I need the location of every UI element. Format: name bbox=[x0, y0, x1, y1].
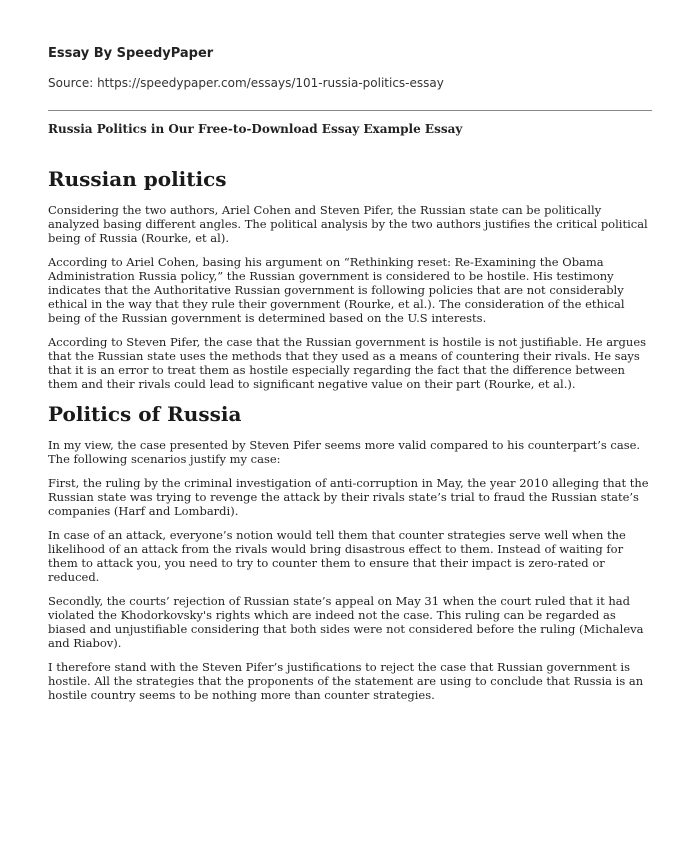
source-line: Source: https://speedypaper.com/essays/101-russia-politics-essay bbox=[48, 76, 444, 90]
essay-content bbox=[48, 166, 652, 712]
paragraph: According to Ariel Cohen, basing his argument on “Rethinking reset: Re-Examining the Obama Administration Russia policy,” the Russian government is considered to be hostile. His testimony indicates that the Authoritative Russian government is following policies that are not considerably ethical in the way that they rule their government (Rourke, et al.). The consideration of the ethical being of the Russian government is determined based on the U.S interests. bbox=[48, 255, 625, 325]
paragraph: In case of an attack, everyone’s notion would tell them that counter strategies serve well when the likelihood of an attack from the rivals would bring disastrous effect to them. Instead of waiting for them to attack you, you need to try to counter them to ensure that their impact is zero-rated or reduced. bbox=[48, 528, 626, 584]
header-divider bbox=[48, 110, 652, 111]
paragraph: Considering the two authors, Ariel Cohen and Steven Pifer, the Russian state can be politically analyzed basing different angles. The political analysis by the two authors justifies the critical political being of Russia (Rourke, et al). bbox=[48, 203, 648, 245]
section-heading-politics-of-russia: Politics of Russia bbox=[48, 402, 242, 426]
paragraph: First, the ruling by the criminal investigation of anti-corruption in May, the year 2010 alleging that the Russian state was trying to revenge the attack by their rivals state’s trial to fraud the Russian state’s companies (Harf and Lombardi). bbox=[48, 476, 649, 518]
section-heading-russian-politics: Russian politics bbox=[48, 167, 227, 191]
document-title: Russia Politics in Our Free-to-Download Essay Example Essay bbox=[48, 122, 463, 136]
paragraph: In my view, the case presented by Steven Pifer seems more valid compared to his counterpart’s case. The following scenarios justify my case: bbox=[48, 438, 641, 466]
paragraph: According to Steven Pifer, the case that the Russian government is hostile is not justifiable. He argues that the Russian state uses the methods that they used as a means of countering their rivals. He says that it is an error to treat them as hostile especially regarding the fact that the difference between them and their rivals could lead to significant negative value on their part (Rourke, et al.). bbox=[48, 335, 647, 391]
brand-title: Essay By SpeedyPaper bbox=[48, 46, 214, 61]
paragraph: I therefore stand with the Steven Pifer’s justifications to reject the case that Russian government is hostile. All the strategies that the proponents of the statement are using to conclude that Russia is an hostile country seems to be nothing more than counter strategies. bbox=[48, 660, 644, 702]
paragraph: Secondly, the courts’ rejection of Russian state’s appeal on May 31 when the court ruled that it had violated the Khodorkovsky's rights which are indeed not the case. This ruling can be regarded as biased and unjustifiable considering that both sides were not considered before the ruling (Michaleva and Riabov). bbox=[48, 594, 644, 650]
